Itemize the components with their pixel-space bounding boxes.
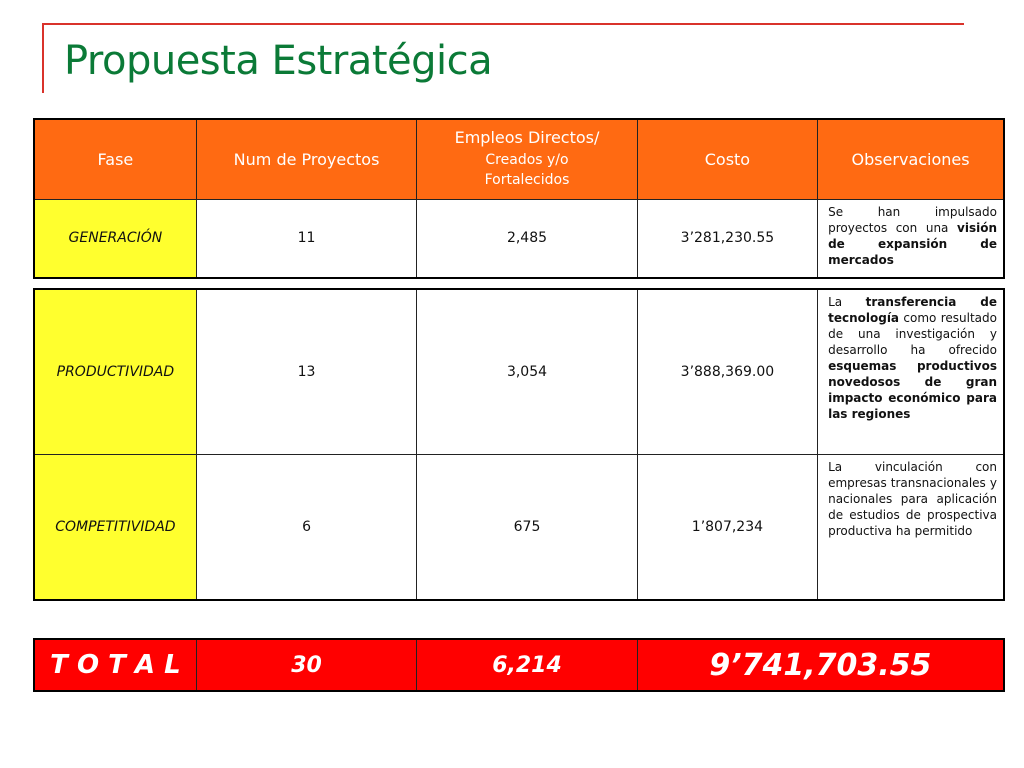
row-num: 6 bbox=[196, 454, 416, 600]
header-num-proyectos: Num de Proyectos bbox=[196, 119, 416, 199]
title-top-rule bbox=[42, 23, 964, 25]
row-fase: PRODUCTIVIDAD bbox=[34, 289, 196, 454]
row-costo: 3’888,369.00 bbox=[637, 289, 817, 454]
observation-text: visión de expansión de mercados bbox=[828, 220, 997, 267]
header-row bbox=[34, 119, 1004, 199]
table-middle bbox=[33, 288, 1005, 601]
row-empleos: 3,054 bbox=[417, 289, 637, 454]
total-empleos: 6,214 bbox=[417, 639, 637, 691]
row-empleos: 2,485 bbox=[417, 199, 637, 278]
total-costo: 9’741,703.55 bbox=[637, 639, 1004, 691]
table-top bbox=[33, 118, 1005, 279]
table-row bbox=[34, 454, 1004, 600]
header-costo: Costo bbox=[637, 119, 817, 199]
total-row bbox=[34, 639, 1004, 691]
observation-text: Se han impulsado proyectos con una bbox=[828, 204, 997, 235]
table-row bbox=[34, 289, 1004, 454]
observation-text: La vinculación con empresas transnacionales y nacionales para aplicación de estudios de prospectiva productiva ha permitido bbox=[828, 459, 997, 538]
row-empleos: 675 bbox=[417, 454, 637, 600]
row-costo: 3’281,230.55 bbox=[637, 199, 817, 278]
row-observaciones bbox=[818, 454, 1004, 600]
row-num: 13 bbox=[196, 289, 416, 454]
header-empleos-line3: Fortalecidos bbox=[484, 172, 570, 189]
total-label: T O T A L bbox=[34, 639, 196, 691]
row-fase: COMPETITIVIDAD bbox=[34, 454, 196, 600]
header-fase: Fase bbox=[34, 119, 196, 199]
total-num: 30 bbox=[196, 639, 416, 691]
table-total bbox=[33, 638, 1005, 692]
header-observaciones: Observaciones bbox=[818, 119, 1004, 199]
observation-text: como resultado de una investigación y desarrollo ha ofrecido bbox=[828, 311, 997, 357]
row-costo: 1’807,234 bbox=[637, 454, 817, 600]
observation-text: transferencia de tecnología bbox=[828, 295, 997, 325]
table-row bbox=[34, 199, 1004, 278]
header-empleos-line1: Empleos Directos/ bbox=[454, 128, 600, 148]
title-side-rule bbox=[42, 23, 44, 93]
observation-text: esquemas productivos novedosos de gran impacto económico para las regiones bbox=[828, 359, 997, 421]
row-num: 11 bbox=[196, 199, 416, 278]
slide-title: Propuesta Estratégica bbox=[64, 38, 493, 84]
observation-text: La bbox=[828, 295, 866, 309]
header-empleos bbox=[417, 119, 637, 199]
row-observaciones bbox=[818, 289, 1004, 454]
header-empleos-line2: Creados y/o bbox=[485, 152, 569, 169]
row-observaciones bbox=[818, 199, 1004, 278]
row-fase: GENERACIÓN bbox=[34, 199, 196, 278]
